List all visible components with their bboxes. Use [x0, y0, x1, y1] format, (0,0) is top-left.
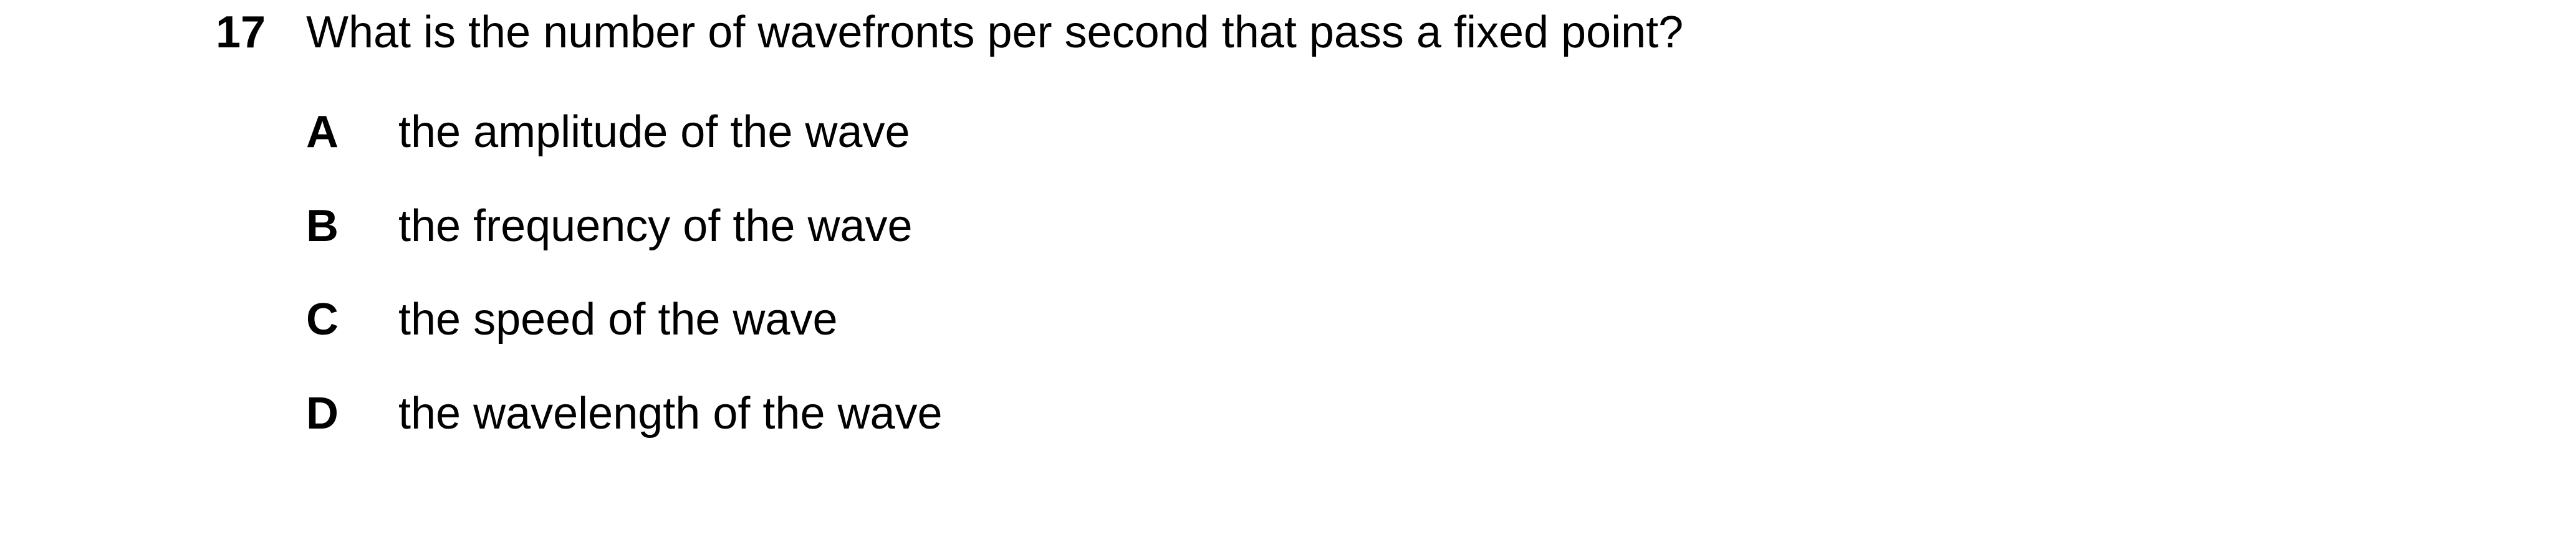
- option-letter: B: [306, 201, 339, 251]
- option-d[interactable]: [306, 382, 1802, 445]
- option-text: the amplitude of the wave: [398, 107, 910, 157]
- option-b[interactable]: [306, 195, 1802, 257]
- question-number: 17: [216, 7, 266, 57]
- option-letter: D: [306, 389, 339, 439]
- option-text: the speed of the wave: [398, 295, 838, 344]
- option-a[interactable]: [306, 101, 1802, 163]
- option-c[interactable]: [306, 288, 1802, 351]
- question-text: What is the number of wavefronts per second that pass a fixed point?: [306, 7, 1684, 57]
- option-text: the wavelength of the wave: [398, 389, 943, 439]
- option-text: the frequency of the wave: [398, 201, 913, 251]
- option-letter: C: [306, 295, 339, 344]
- option-letter: A: [306, 107, 339, 157]
